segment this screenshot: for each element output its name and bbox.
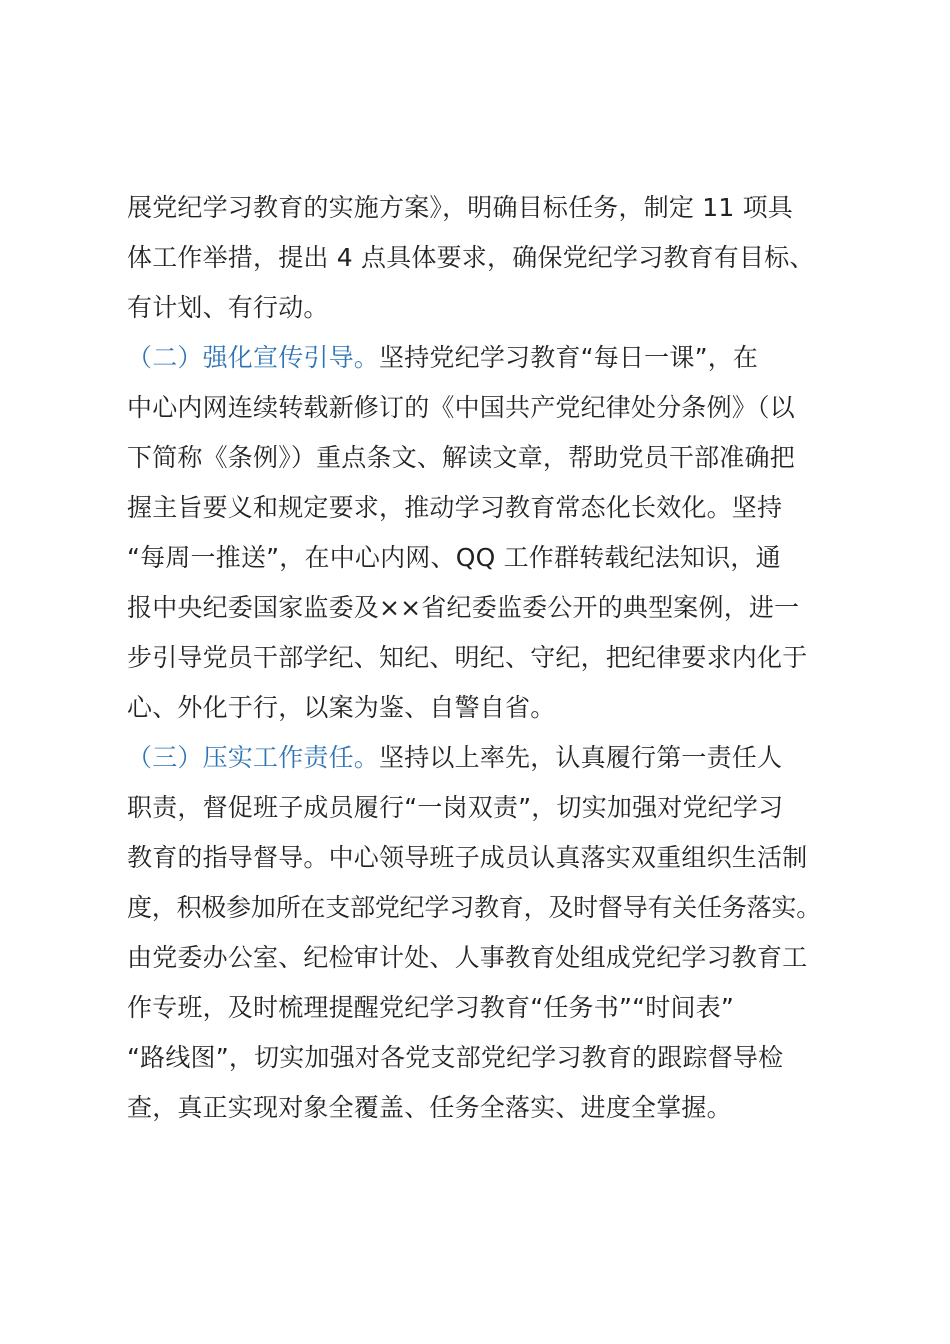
paragraph-2-line-8: 心、外化于行，以案为鉴、自警自省。: [127, 693, 556, 722]
paragraph-3-line-3: 教育的指导督导。中心领导班子成员认真落实双重组织生活制: [127, 843, 808, 872]
paragraph-1-line-3: 有计划、有行动。: [127, 293, 329, 322]
paragraph-1-line-2: 体工作举措，提出 4 点具体要求，确保党纪学习教育有目标、: [127, 243, 815, 272]
document-body: [127, 183, 827, 1133]
section-heading-3: （三）压实工作责任。: [127, 743, 380, 772]
paragraph-3-line-1-text: 坚持以上率先，认真履行第一责任人: [379, 743, 783, 772]
paragraph-3-line-6: 作专班，及时梳理提醒党纪学习教育“任务书”“时间表”: [127, 993, 735, 1022]
paragraph-3-line-2: 职责，督促班子成员履行“一岗双责”，切实加强对党纪学习: [127, 793, 784, 822]
paragraph-2-line-7: 步引导党员干部学纪、知纪、明纪、守纪，把纪律要求内化于: [127, 643, 808, 672]
paragraph-3-line-1: [127, 733, 827, 783]
paragraph-3-line-7: “路线图”，切实加强对各党支部党纪学习教育的跟踪督导检: [127, 1043, 784, 1072]
paragraph-3-line-8: 查，真正实现对象全覆盖、任务全落实、进度全掌握。: [127, 1093, 732, 1122]
paragraph-3-line-4: 度，积极参加所在支部党纪学习教育，及时督导有关任务落实。: [127, 893, 822, 922]
paragraph-2-line-5: “每周一推送”，在中心内网、QQ 工作群转载纪法知识，通: [127, 543, 781, 572]
paragraph-3-line-5: 由党委办公室、纪检审计处、人事教育处组成党纪学习教育工: [127, 943, 808, 972]
paragraph-2-line-4: 握主旨要义和规定要求，推动学习教育常态化长效化。坚持: [127, 493, 783, 522]
paragraph-2-line-3: 下简称《条例》）重点条文、解读文章，帮助党员干部准确把: [127, 443, 795, 472]
paragraph-2-line-1-text: 坚持党纪学习教育“每日一课”，在: [379, 343, 759, 372]
paragraph-2-line-2: 中心内网连续转载新修订的《中国共产党纪律处分条例》（以: [127, 393, 795, 422]
section-heading-2: （二）强化宣传引导。: [127, 343, 380, 372]
paragraph-2-line-1: [127, 333, 827, 383]
paragraph-1-line-1: 展党纪学习教育的实施方案》，明确目标任务，制定 11 项具: [127, 193, 794, 222]
paragraph-2-line-6: 报中央纪委国家监委及××省纪委监委公开的典型案例，进一: [127, 593, 800, 622]
